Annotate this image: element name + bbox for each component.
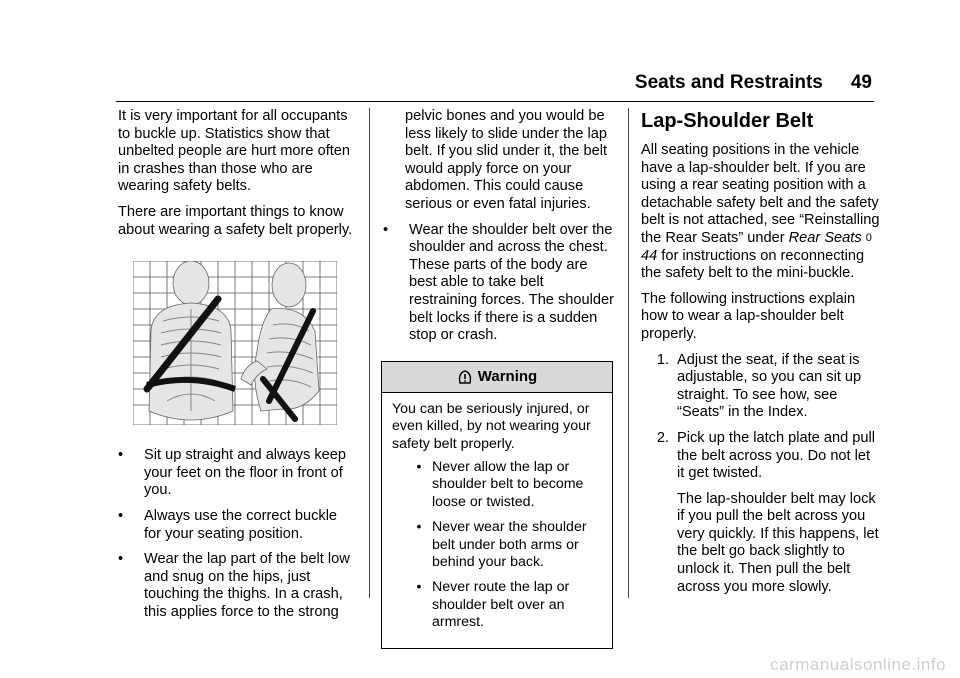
warning-header (382, 362, 612, 393)
header-rule (116, 101, 874, 102)
warning-item: • Never route the lap or shoulder belt over an armrest. (416, 579, 570, 631)
continued-text: pelvic bones and you would be less likely to slide under the lap belt. If you slid under it, the belt would apply force on your abdomen. This could cause serious or even fatal injuries. (405, 108, 607, 212)
intro-paragraph-2: There are important things to know about wearing a safety belt properly. (118, 203, 353, 238)
step-note: The lap-shoulder belt may lock if you pull the belt across you very quickly. If this happens, let the belt go back slightly to unlock it. Then pull the belt across you more slowly. (677, 490, 879, 595)
warning-box (381, 361, 613, 649)
page-header (600, 72, 872, 96)
column-2 (383, 108, 615, 649)
step-item: 1. Adjust the seat, if the seat is adjustable, so you can sit up straight. To see how, see “Seats” in the Index. (656, 351, 862, 421)
section-heading: Lap-Shoulder Belt (641, 110, 814, 132)
list-item: • Always use the correct buckle for your seating position. (118, 507, 338, 542)
step-item: 2. Pick up the latch plate and pull the belt across you. Do not let it get twisted. The lap-shoulder belt may lock if you pull the belt across you very quickly. If this happens, let the belt go back slightly to unlock it. Then pull the belt across you more slowly. (641, 430, 881, 596)
skeleton-seatbelt-illustration (133, 261, 337, 425)
warning-intro: You can be seriously injured, or even killed, by not wearing your safety belt properly. (392, 400, 591, 452)
column-3 (641, 108, 881, 604)
warning-item: • Never wear the shoulder belt under both arms or behind your back. (416, 519, 587, 570)
section-title: Seats and Restraints (634, 72, 823, 93)
column-divider (628, 108, 629, 598)
page-reference[interactable]: 44 (641, 247, 658, 264)
list-item: • Wear the lap part of the belt low and snug on the hips, just touching the thighs. In a crash, this applies force to the strong (118, 551, 350, 620)
body-paragraph-2: The following instructions explain how to wear a lap-shoulder belt properly. (641, 290, 856, 342)
warning-title: Warning (477, 367, 538, 385)
cross-reference[interactable]: Rear Seats (788, 229, 862, 246)
warning-icon (457, 369, 473, 385)
page-ref-arrow-icon: 0 (865, 231, 872, 244)
intro-paragraph: It is very important for all occupants to buckle up. Statistics show that unbelted people are hurt more often in crashes than those who are wearing safety belts. (118, 108, 351, 195)
page-number: 49 (850, 72, 872, 93)
list-item: • Wear the shoulder belt over the shoulder and across the chest. These parts of the body are best able to take belt restraining forces. The shoulder belt locks if there is a sudden stop or crash. (383, 221, 614, 344)
body-paragraph: All seating positions in the vehicle have a lap-shoulder belt. If you are using a rear seating position with a detachable safety belt and the safety belt is not attached, see “Reinstalling the Rear Seats” under Rear Seats 0 44 for instructions on reconnecting the safety belt to the mini-buckle. (641, 142, 880, 282)
column-divider (369, 108, 370, 598)
warning-item: • Never allow the lap or shoulder belt to become loose or twisted. (416, 458, 584, 510)
column-1 (118, 108, 356, 630)
watermark: carmanualsonline.info (770, 655, 946, 674)
list-item: • Sit up straight and always keep your feet on the floor in front of you. (118, 447, 346, 499)
